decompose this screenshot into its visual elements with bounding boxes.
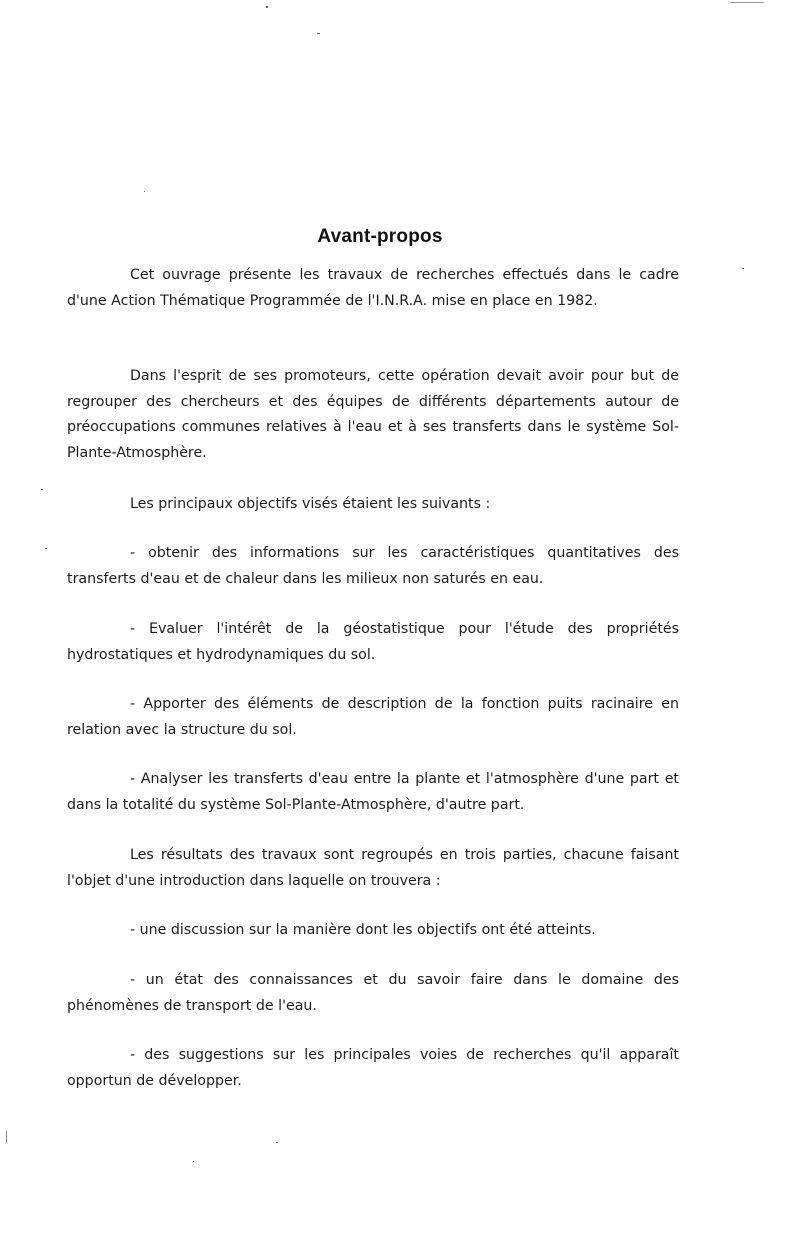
paragraph-result-1: - une discussion sur la manière dont les objectifs ont été atteints. <box>130 922 596 938</box>
scan-speck <box>276 1142 278 1143</box>
scan-speck <box>41 489 43 490</box>
scan-speck <box>144 191 145 192</box>
paragraph-objective-4: - Analyser les transferts d'eau entre la plante et l'atmosphère d'une part et dans la totalité du système Sol-Plante-Atmosphère, d'autre part. <box>67 771 679 813</box>
paragraph-purpose: Dans l'esprit de ses promoteurs, cette opération devait avoir pour but de regrouper des chercheurs et des équipes de différents départements autour de préoccupations communes relatives à l'eau et à ses transferts dans le système Sol-Plante-Atmosphère. <box>67 368 679 461</box>
paragraph-results: Les résultats des travaux sont regroupés en trois parties, chacune faisant l'objet d'une introduction dans laquelle on trouvera : <box>67 847 679 889</box>
paragraph-intro: Cet ouvrage présente les travaux de recherches effectués dans le cadre d'une Action Thématique Programmée de l'I.N.R.A. mise en place en 1982. <box>67 267 679 309</box>
scan-speck <box>6 1131 7 1143</box>
paragraph-objective-1: - obtenir des informations sur les caractéristiques quantitatives des transferts d'eau et de chaleur dans les milieux non saturés en eau. <box>67 545 679 587</box>
scan-speck <box>45 548 47 549</box>
paragraph-result-3: - des suggestions sur les principales voies de recherches qu'il apparaît opportun de développer. <box>67 1047 679 1089</box>
paragraph-result-2: - un état des connaissances et du savoir faire dans le domaine des phénomènes de transport de l'eau. <box>67 972 679 1014</box>
scan-speck <box>742 268 744 269</box>
scan-speck <box>317 33 320 34</box>
scan-mark-top-right <box>730 2 764 3</box>
page-title: Avant-propos <box>317 226 443 247</box>
paragraph-objective-3: - Apporter des éléments de description de la fonction puits racinaire en relation avec la structure du sol. <box>67 696 679 738</box>
paragraph-objective-2: - Evaluer l'intérêt de la géostatistique pour l'étude des propriétés hydrostatiques et hydrodynamiques du sol. <box>67 621 679 663</box>
scan-speck <box>193 1161 194 1162</box>
scan-speck <box>266 6 268 8</box>
paragraph-objectives-intro: Les principaux objectifs visés étaient les suivants : <box>130 496 491 512</box>
